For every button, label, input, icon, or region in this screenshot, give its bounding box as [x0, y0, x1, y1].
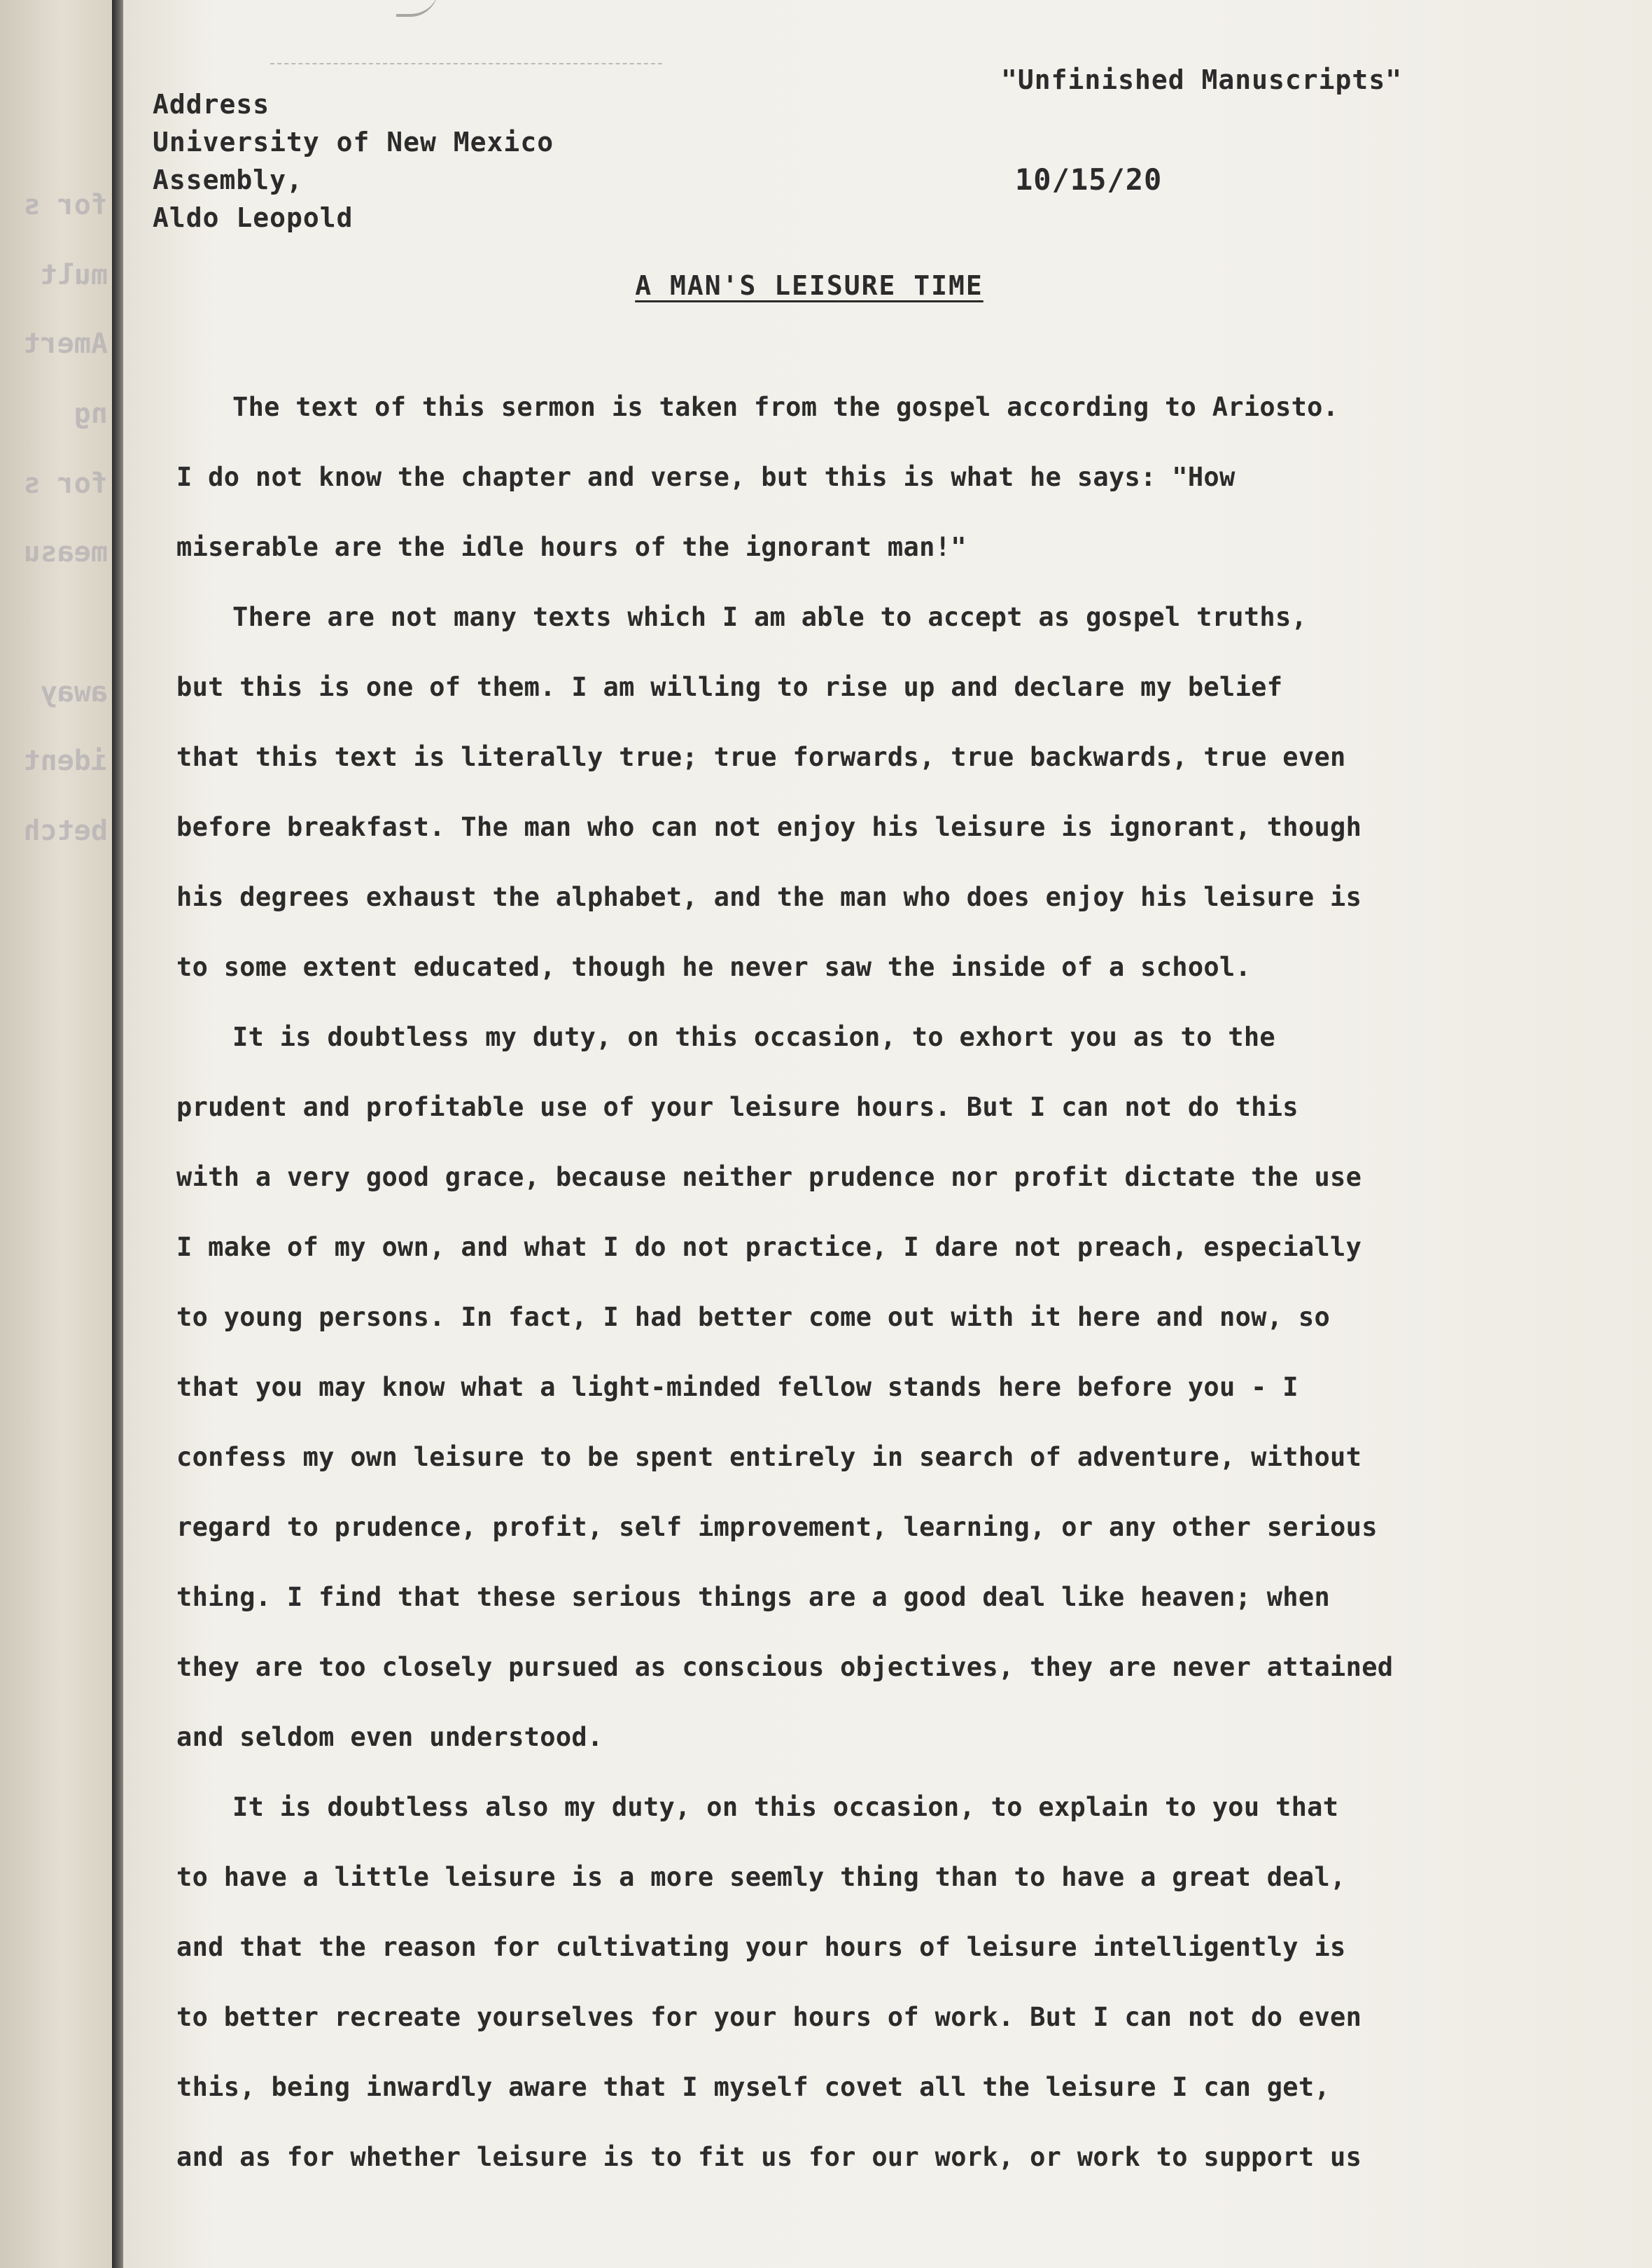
text-line: thing. I find that these serious things are a good deal like heaven; when — [176, 1582, 1331, 1612]
address-line: University of New Mexico — [153, 127, 554, 158]
text-line: regard to prudence, profit, self improvement, learning, or any other serious — [176, 1512, 1378, 1542]
bleed-through-text: ident — [23, 745, 108, 777]
text-line: and seldom even understood. — [176, 1722, 603, 1752]
text-line: to some extent educated, though he never saw the inside of a school. — [176, 952, 1252, 982]
text-line: prudent and profitable use of your leisure hours. But I can not do this — [176, 1092, 1298, 1122]
paragraph-1 — [176, 372, 1562, 582]
text-line: and that the reason for cultivating your hours of leisure intelligently is — [176, 1932, 1346, 1962]
text-line: to have a little leisure is a more seemly thing than to have a great deal, — [176, 1862, 1346, 1892]
bleed-through-text: measu — [23, 536, 108, 568]
bleed-through-text: ng — [74, 398, 108, 430]
document-date: 10/15/20 — [1015, 162, 1163, 197]
text-line: his degrees exhaust the alphabet, and the man who does enjoy his leisure is — [176, 882, 1362, 912]
text-line: before breakfast. The man who can not enjoy his leisure is ignorant, though — [176, 812, 1362, 842]
text-line: that you may know what a light-minded fellow stands here before you - I — [176, 1372, 1298, 1402]
text-line: with a very good grace, because neither prudence nor profit dictate the use — [176, 1162, 1362, 1192]
paragraph-3 — [176, 1002, 1562, 1772]
bleed-through-text: mult — [40, 259, 108, 291]
pen-mark — [396, 0, 438, 17]
bleed-through-text: for s — [23, 468, 108, 500]
address-line: Address — [153, 89, 270, 120]
bleed-through-text: away — [40, 676, 108, 708]
address-line: Assembly, — [153, 164, 303, 195]
text-line: to young persons. In fact, I had better come out with it here and now, so — [176, 1302, 1331, 1332]
text-line: but this is one of them. I am willing to rise up and declare my belief — [176, 672, 1283, 702]
text-line: The text of this sermon is taken from the gospel according to Ariosto. — [232, 392, 1339, 422]
bleed-through-text: for s — [23, 189, 108, 221]
address-block — [153, 85, 554, 237]
text-line: It is doubtless my duty, on this occasion, to exhort you as to the — [232, 1022, 1276, 1052]
document-page — [123, 0, 1652, 2268]
text-line: It is doubtless also my duty, on this occasion, to explain to you that — [232, 1792, 1339, 1822]
text-line: I make of my own, and what I do not practice, I dare not preach, especially — [176, 1232, 1362, 1262]
adjacent-page-edge — [0, 0, 112, 2268]
text-line: confess my own leisure to be spent entirely in search of adventure, without — [176, 1442, 1362, 1472]
document-title: A MAN'S LEISURE TIME — [635, 270, 983, 301]
text-line: that this text is literally true; true forwards, true backwards, true even — [176, 742, 1346, 772]
text-line: There are not many texts which I am able to accept as gospel truths, — [232, 602, 1308, 632]
text-line: miserable are the idle hours of the ignorant man!" — [176, 532, 967, 562]
text-line: this, being inwardly aware that I myself covet all the leisure I can get, — [176, 2072, 1331, 2102]
bleed-through-text: betch — [23, 815, 108, 847]
address-line: Aldo Leopold — [153, 202, 354, 233]
faint-top-rule — [270, 63, 662, 64]
text-line: I do not know the chapter and verse, but this is what he says: "How — [176, 462, 1236, 492]
bleed-through-text: Amert — [23, 328, 108, 360]
series-label: "Unfinished Manuscripts" — [1001, 64, 1403, 95]
paragraph-2 — [176, 582, 1562, 1002]
document-body — [176, 372, 1562, 2192]
binding-spine — [112, 0, 123, 2268]
text-line: they are too closely pursued as conscious objectives, they are never attained — [176, 1652, 1394, 1682]
text-line: to better recreate yourselves for your hours of work. But I can not do even — [176, 2002, 1362, 2032]
text-line: and as for whether leisure is to fit us for our work, or work to support us — [176, 2142, 1362, 2172]
paragraph-4 — [176, 1772, 1562, 2192]
